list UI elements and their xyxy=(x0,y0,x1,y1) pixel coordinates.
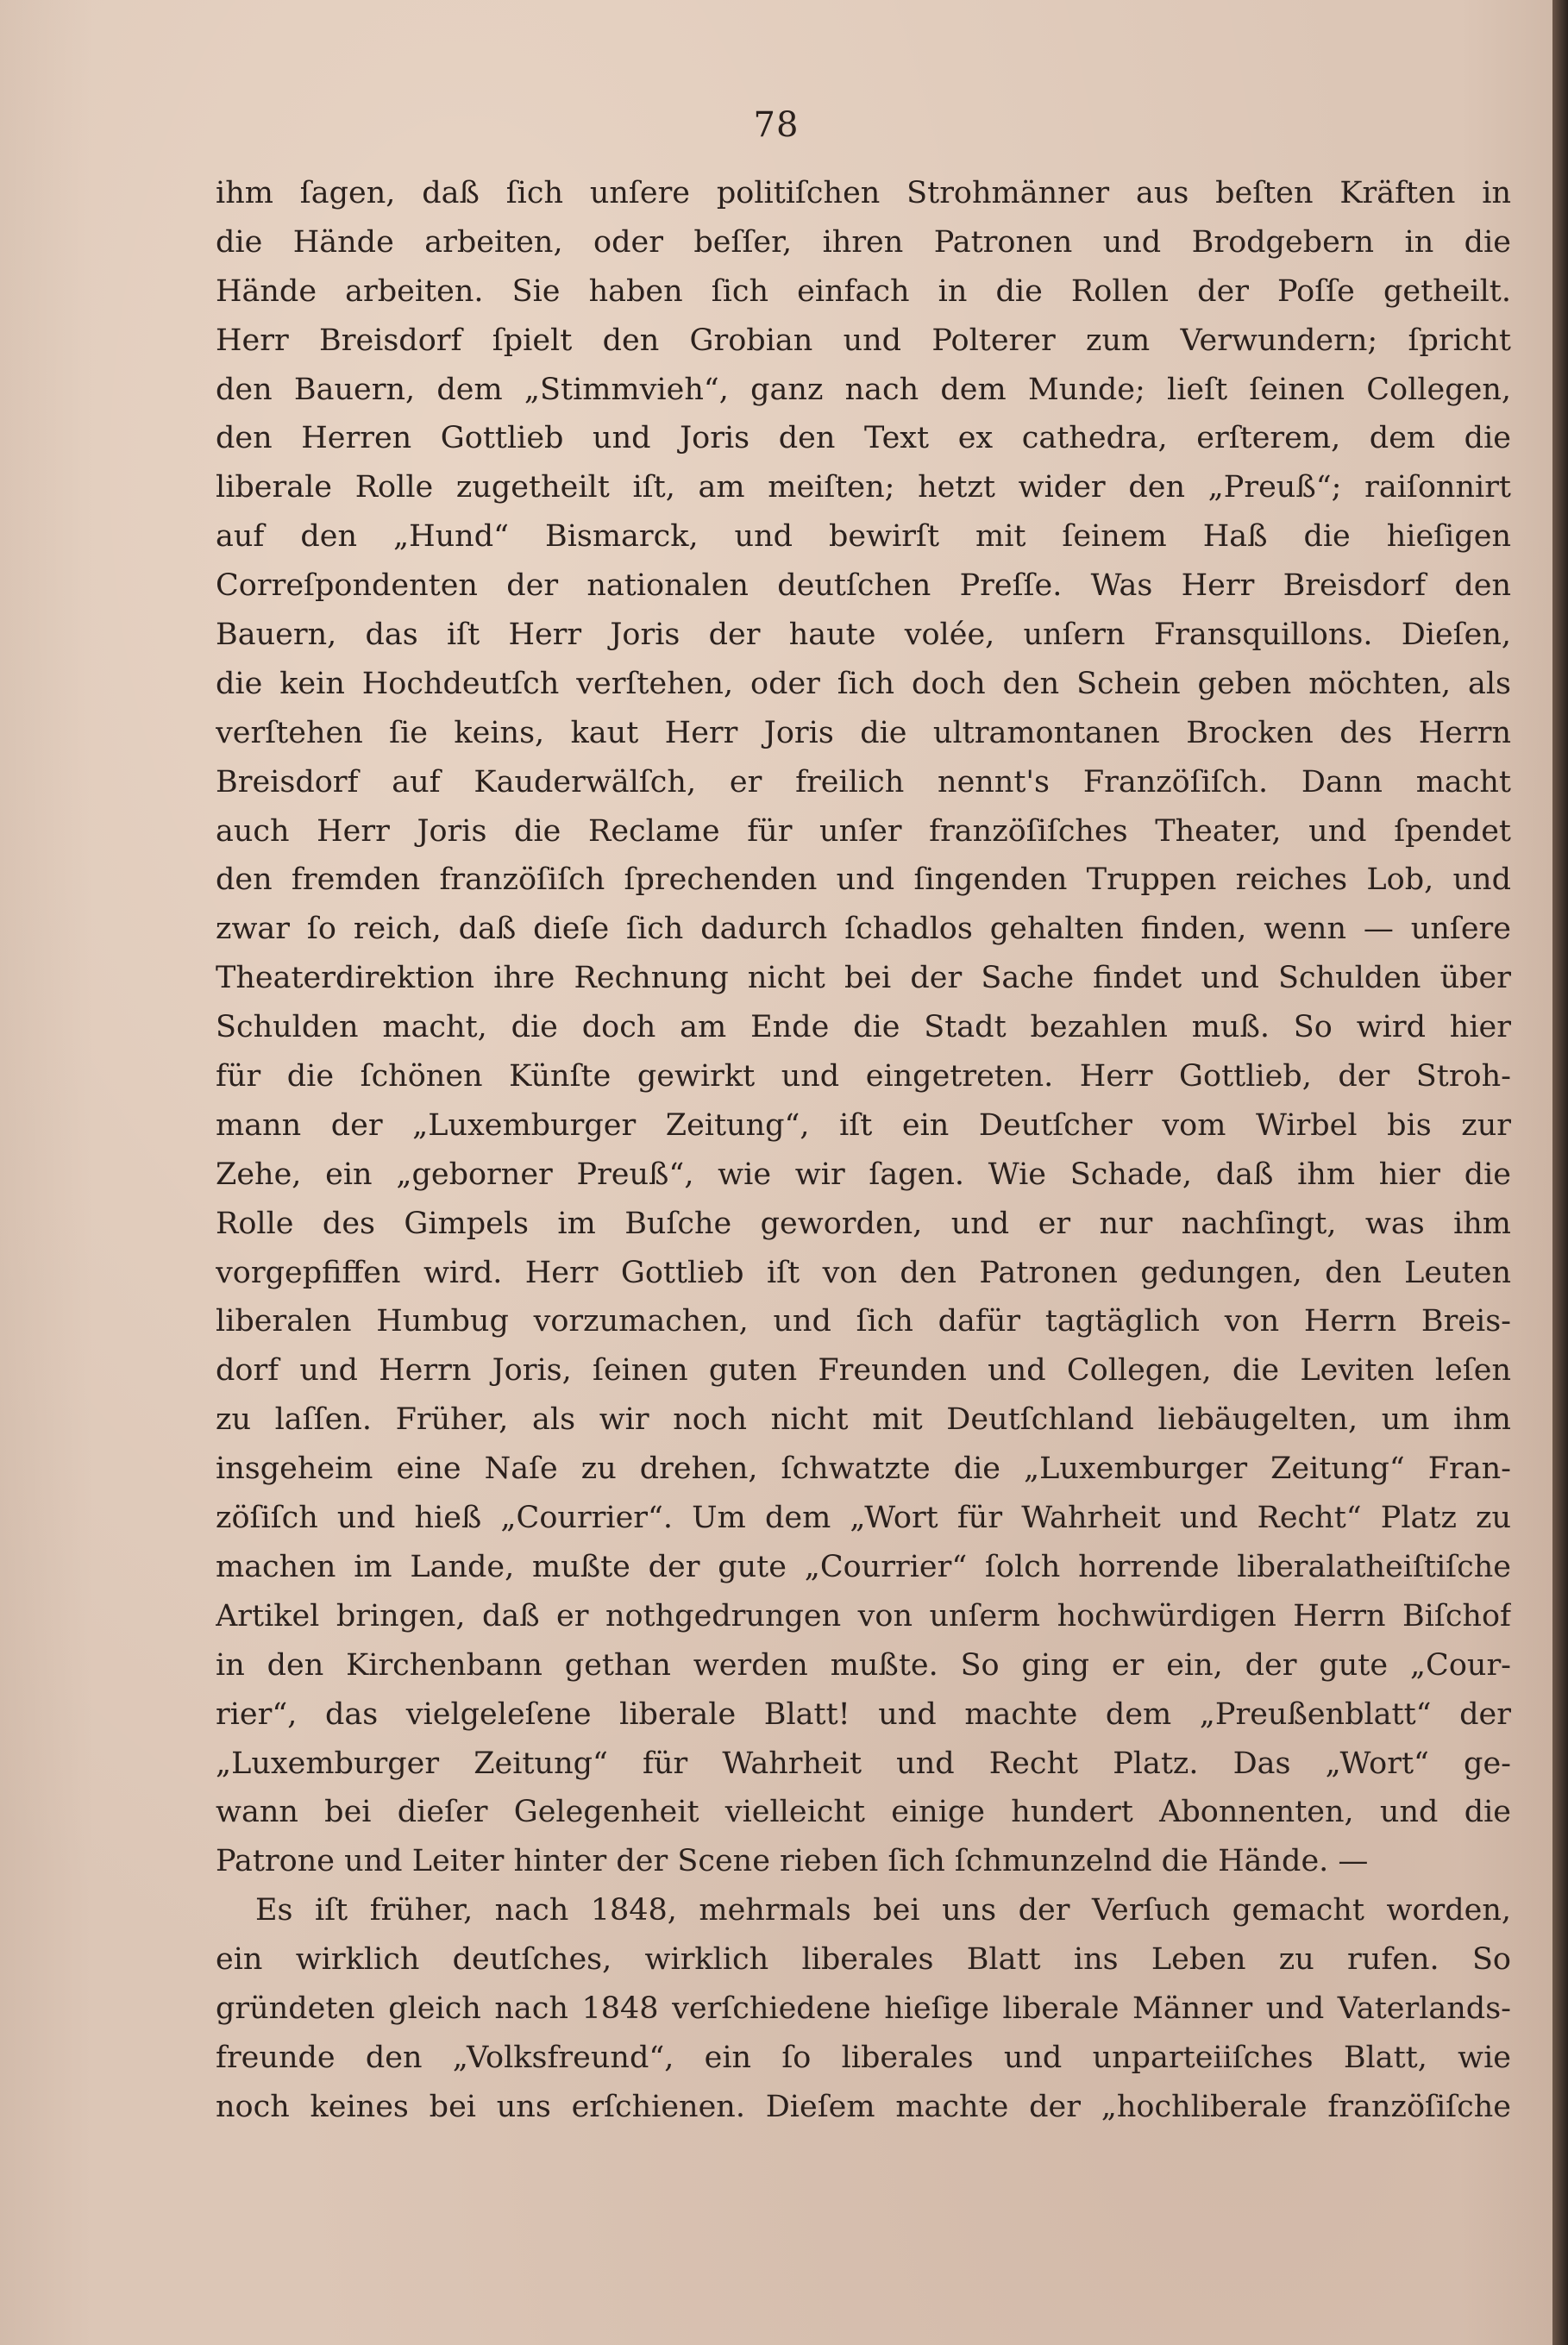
text-line: verſtehen ſie keins, kaut Herr Joris die ultramontanen Brocken des Herrn xyxy=(216,715,1511,750)
text-line: Herr Breisdorf ſpielt den Grobian und Polterer zum Verwundern; ſpricht xyxy=(216,323,1511,358)
text-line: Hände arbeiten. Sie haben ſich einfach in die Rollen der Poſſe getheilt. xyxy=(216,273,1511,309)
text-line: auch Herr Joris die Reclame für unſer franzöſiſches Theater, und ſpendet xyxy=(216,813,1511,849)
text-line: dorf und Herrn Joris, ſeinen guten Freunden und Collegen, die Leviten leſen xyxy=(216,1353,1511,1389)
text-line: den Bauern, dem „Stimmvieh“, ganz nach dem Munde; lieſt ſeinen Collegen, xyxy=(216,372,1511,407)
text-line: zöſiſch und hieß „Courrier“. Um dem „Wort für Wahrheit und Recht“ Platz zu xyxy=(216,1501,1511,1536)
text-line: ein wirklich deutſches, wirklich liberales Blatt ins Leben zu rufen. So xyxy=(216,1942,1511,1978)
text-line: rier“, das vielgeleſene liberale Blatt! und machte dem „Preußenblatt“ der xyxy=(216,1696,1511,1732)
page-edge-shadow xyxy=(1552,0,1568,2345)
text-line: die Hände arbeiten, oder beſſer, ihren Patronen und Brodgebern in die xyxy=(216,224,1511,260)
text-line: Bauern, das iſt Herr Joris der haute volée, unſern Fransquillons. Dieſen, xyxy=(216,618,1511,653)
text-line: noch keines bei uns erſchienen. Dieſem machte der „hochliberale franzöſiſche xyxy=(216,2089,1511,2124)
body-text xyxy=(216,169,1511,2132)
page-number: 78 xyxy=(753,105,800,145)
text-line: „Luxemburger Zeitung“ für Wahrheit und Recht Platz. Das „Wort“ ge- xyxy=(216,1746,1511,1781)
text-line: machen im Lande, mußte der gute „Courrier“ ſolch horrende liberalatheiſtiſche xyxy=(216,1549,1511,1584)
text-line: für die ſchönen Künſte gewirkt und eingetreten. Herr Gottlieb, der Stroh- xyxy=(216,1059,1511,1094)
text-line: liberalen Humbug vorzumachen, und ſich dafür tagtäglich von Herrn Breis- xyxy=(216,1304,1511,1339)
text-line: Breisdorf auf Kauderwälſch, er freilich nennt's Franzöſiſch. Dann macht xyxy=(216,764,1511,799)
text-line: zu laſſen. Früher, als wir noch nicht mit Deutſchland liebäugelten, um ihm xyxy=(216,1402,1511,1438)
text-line: gründeten gleich nach 1848 verſchiedene hieſige liberale Männer und Vaterlands- xyxy=(216,1991,1511,2026)
text-line: Rolle des Gimpels im Buſche geworden, und er nur nachſingt, was ihm xyxy=(216,1206,1511,1241)
text-line: freunde den „Volksfreund“, ein ſo liberales und unparteiiſches Blatt, wie xyxy=(216,2040,1511,2075)
text-line: den fremden franzöſiſch ſprechenden und ſingenden Truppen reiches Lob, und xyxy=(216,862,1511,898)
text-line: zwar ſo reich, daß dieſe ſich dadurch ſchadlos gehalten finden, wenn — unſere xyxy=(216,912,1511,947)
text-line: auf den „Hund“ Bismarck, und bewirſt mit ſeinem Haß die hieſigen xyxy=(216,519,1511,555)
text-line: Theaterdirektion ihre Rechnung nicht bei der Sache findet und Schulden über xyxy=(216,961,1511,996)
text-line: liberale Rolle zugetheilt iſt, am meiſten; hetzt wider den „Preuß“; raiſonnirt xyxy=(216,470,1511,505)
text-line: den Herren Gottlieb und Joris den Text ex cathedra, erſterem, dem die xyxy=(216,421,1511,456)
text-line: vorgepfiffen wird. Herr Gottlieb iſt von den Patronen gedungen, den Leuten xyxy=(216,1255,1511,1290)
text-line: ihm ſagen, daß ſich unſere politiſchen Strohmänner aus beſten Kräften in xyxy=(216,176,1511,210)
text-line: Zehe, ein „geborner Preuß“, wie wir ſagen. Wie Schade, daß ihm hier die xyxy=(216,1157,1511,1192)
text-line: Patrone und Leiter hinter der Scene rieben ſich ſchmunzelnd die Hände. — xyxy=(216,1844,1369,1879)
text-line: insgeheim eine Naſe zu drehen, ſchwatzte die „Luxemburger Zeitung“ Fran- xyxy=(216,1452,1511,1487)
text-line: wann bei dieſer Gelegenheit vielleicht einige hundert Abonnenten, und die xyxy=(216,1795,1511,1830)
text-line: in den Kirchenbann gethan werden mußte. So ging er ein, der gute „Cour- xyxy=(216,1647,1511,1683)
text-line: Schulden macht, die doch am Ende die Stadt bezahlen muß. So wird hier xyxy=(216,1010,1511,1045)
text-line: Correſpondenten der nationalen deutſchen Preſſe. Was Herr Breisdorf den xyxy=(216,568,1511,604)
text-line: Artikel bringen, daß er nothgedrungen von unſerm hochwürdigen Herrn Biſchof xyxy=(216,1598,1511,1633)
text-line: die kein Hochdeutſch verſtehen, oder ſich doch den Schein geben möchten, als xyxy=(216,666,1511,701)
text-line: mann der „Luxemburger Zeitung“, iſt ein Deutſcher vom Wirbel bis zur xyxy=(216,1107,1511,1143)
text-line: Es iſt früher, nach 1848, mehrmals bei uns der Verſuch gemacht worden, xyxy=(255,1893,1511,1928)
